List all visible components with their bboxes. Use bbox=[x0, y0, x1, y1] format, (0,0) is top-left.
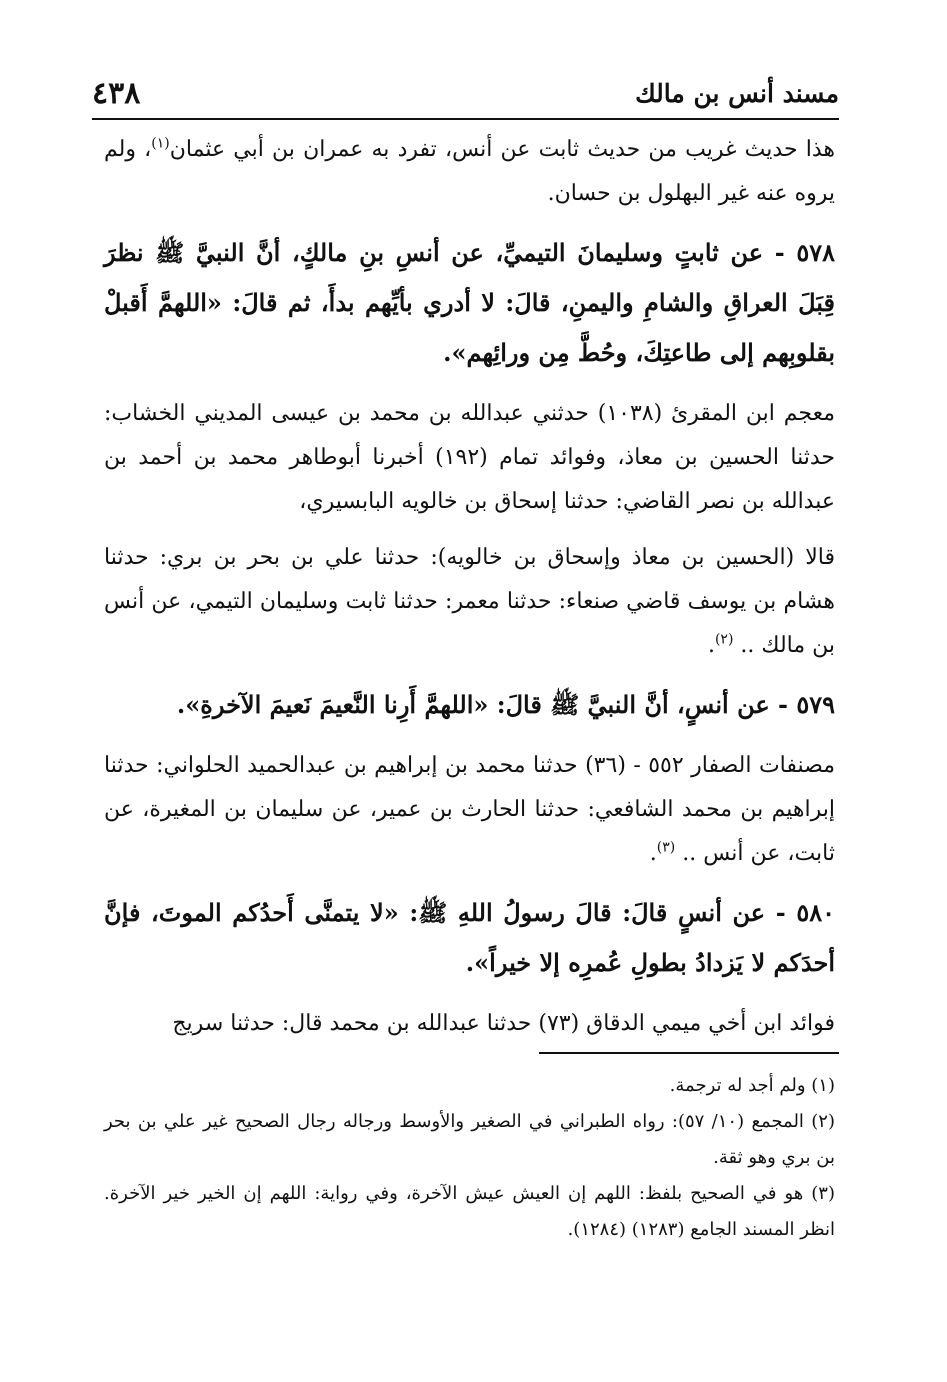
footnote-3: (٣) هو في الصحيح بلفظ: اللهم إن العيش عيش الآخرة، وفي رواية: اللهم إن الخير خير الآخرة. انظر المسند الجامع (١٢٨٣) (١٢٨٤). bbox=[104, 1183, 835, 1240]
footnote-1: (١) ولم أجد له ترجمة. bbox=[669, 1075, 835, 1096]
footnotes bbox=[104, 1068, 835, 1248]
footnote-marker[interactable]: (٢) bbox=[714, 631, 734, 648]
running-title: مسند أنس بن مالك bbox=[635, 78, 839, 108]
hadith-580: ٥٨٠ - عن أنسٍ قالَ: قالَ رسولُ اللهِ ﷺ: «لا يتمنَّى أَحدُكم الموتَ، فإنَّ أحدَكم لا يَزدادُ بطولِ عُمرِه إلا خيراً». bbox=[104, 898, 835, 977]
paragraph-note: هذا حديث غريب من حديث ثابت عن أنس، تفرد به عمران بن أبي عثمان$^{(١)}$، ولم يروه عنه غير البهلول بن حسان. bbox=[104, 135, 836, 206]
source-paragraph: فوائد ابن أخي ميمي الدقاق (٧٣) حدثنا عبدالله بن محمد قال: حدثنا سريج bbox=[172, 1011, 835, 1036]
footnote-marker[interactable]: (٣) bbox=[656, 839, 676, 856]
page-header bbox=[92, 68, 839, 120]
footnote-marker[interactable]: (١) bbox=[151, 135, 170, 152]
hadith-578: ٥٧٨ - عن ثابتٍ وسليمانَ التيميِّ، عن أنسِ بنِ مالكٍ، أنَّ النبيَّ ﷺ نظرَ قِبَلَ العراقِ والشامِ واليمنِ، قالَ: لا أدري بأيِّهم بدأَ، ثم قالَ: «اللهمَّ أَقبلْ بقلوبِهم إلى طاعتِكَ، وحُطَّ مِن ورائِهم». bbox=[104, 238, 835, 367]
footnote-2: (٢) المجمع (١٠/ ٥٧): رواه الطبراني في الصغير والأوسط ورجاله رجال الصحيح غير علي بن بحر بن بري وهو ثقة. bbox=[104, 1111, 835, 1168]
source-paragraph: معجم ابن المقرئ (١٠٣٨) حدثني عبدالله بن محمد بن عيسى المديني الخشاب: حدثنا الحسين بن معاذ، وفوائد تمام (١٩٢) أخبرنا أبوطاهر محمد بن أحمد بن عبدالله بن نصر القاضي: حدثنا إسحاق بن خالويه البابسيري، bbox=[104, 401, 835, 514]
page-number: ٤٣٨ bbox=[92, 75, 141, 111]
source-paragraph: قالا (الحسين بن معاذ وإسحاق بن خالويه): حدثنا علي بن بحر بن بري: حدثنا هشام بن يوسف قاضي صنعاء: حدثنا معمر: حدثنا ثابت وسليمان التيمي، عن أنس بن مالك .. $^{(٢)}$. bbox=[104, 545, 835, 658]
source-paragraph: مصنفات الصفار ٥٥٢ - (٣٦) حدثنا محمد بن إبراهيم بن عبدالحميد الحلواني: حدثنا إبراهيم بن محمد الشافعي: حدثنا الحارث بن عمير، عن سليمان بن المغيرة، عن ثابت، عن أنس .. $^{(٣)}$. bbox=[104, 753, 835, 866]
main-text bbox=[104, 128, 835, 1058]
footnote-separator bbox=[539, 1052, 839, 1054]
hadith-579: ٥٧٩ - عن أنسٍ، أنَّ النبيَّ ﷺ قالَ: «اللهمَّ أَرِنا النَّعيمَ نَعيمَ الآخرةِ». bbox=[176, 690, 835, 719]
